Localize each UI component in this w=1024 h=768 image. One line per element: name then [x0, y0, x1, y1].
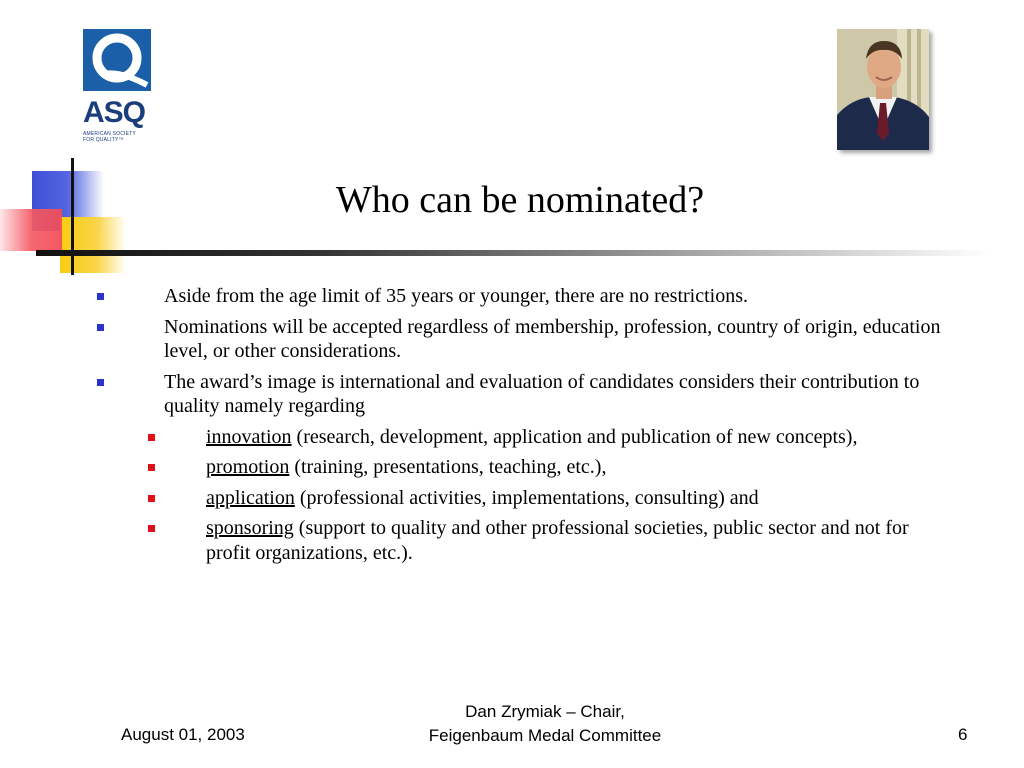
asq-q-icon — [83, 29, 151, 91]
footer-date: August 01, 2003 — [121, 725, 245, 744]
bullet-text: (training, presentations, teaching, etc.), — [289, 456, 607, 478]
sub-list-item — [0, 455, 926, 480]
red-square-bullet-icon — [148, 525, 155, 532]
sub-list-item — [0, 516, 926, 565]
logo-tagline: AMERICAN SOCIETY FOR QUALITY™ — [83, 131, 136, 143]
slide-body — [0, 284, 1024, 571]
bullet-keyword: promotion — [206, 456, 290, 478]
blue-square-bullet-icon — [97, 379, 104, 386]
blue-square-bullet-icon — [97, 324, 104, 331]
list-item — [0, 284, 954, 309]
blue-square-bullet-icon — [97, 293, 104, 300]
title-divider — [36, 250, 990, 256]
footer-presenter — [380, 700, 710, 748]
bullet-text: (support to quality and other professional societies, public sector and not for profit organizations, etc.). — [206, 517, 909, 564]
list-item — [0, 315, 954, 364]
decorative-vertical-line — [71, 158, 74, 275]
logo-wordmark: ASQ — [83, 96, 146, 129]
footer-page-number: 6 — [958, 725, 968, 744]
portrait-photo — [837, 29, 929, 150]
footer-presenter-line2: Feigenbaum Medal Committee — [428, 726, 662, 745]
decorative-squares — [0, 155, 140, 280]
bullet-text: The award’s image is international and evaluation of candidates considers their contribution to quality namely regarding — [164, 370, 920, 417]
bullet-text: (research, development, application and publication of new concepts), — [291, 425, 858, 448]
decorative-yellow-square — [60, 217, 126, 273]
bullet-text: (professional activities, implementations, consulting) and — [294, 486, 759, 509]
footer-presenter-line1: Dan Zrymiak – Chair, — [465, 702, 625, 721]
decorative-red-square — [0, 209, 62, 251]
red-square-bullet-icon — [148, 464, 155, 471]
red-square-bullet-icon — [148, 434, 155, 441]
red-square-bullet-icon — [148, 495, 155, 502]
sub-list-item — [0, 486, 926, 511]
bullet-keyword: innovation — [206, 425, 292, 448]
bullet-text: Aside from the age limit of 35 years or younger, there are no restrictions. — [164, 285, 749, 307]
slide-title: Who can be nominated? — [335, 179, 705, 221]
bullet-keyword: application — [206, 486, 295, 509]
asq-logo — [83, 29, 153, 143]
bullet-text: Nominations will be accepted regardless of membership, profession, country of origin, education level, or other considerations. — [164, 315, 941, 362]
list-item — [0, 370, 954, 419]
sub-list-item — [0, 425, 926, 450]
bullet-keyword: sponsoring — [206, 517, 294, 539]
